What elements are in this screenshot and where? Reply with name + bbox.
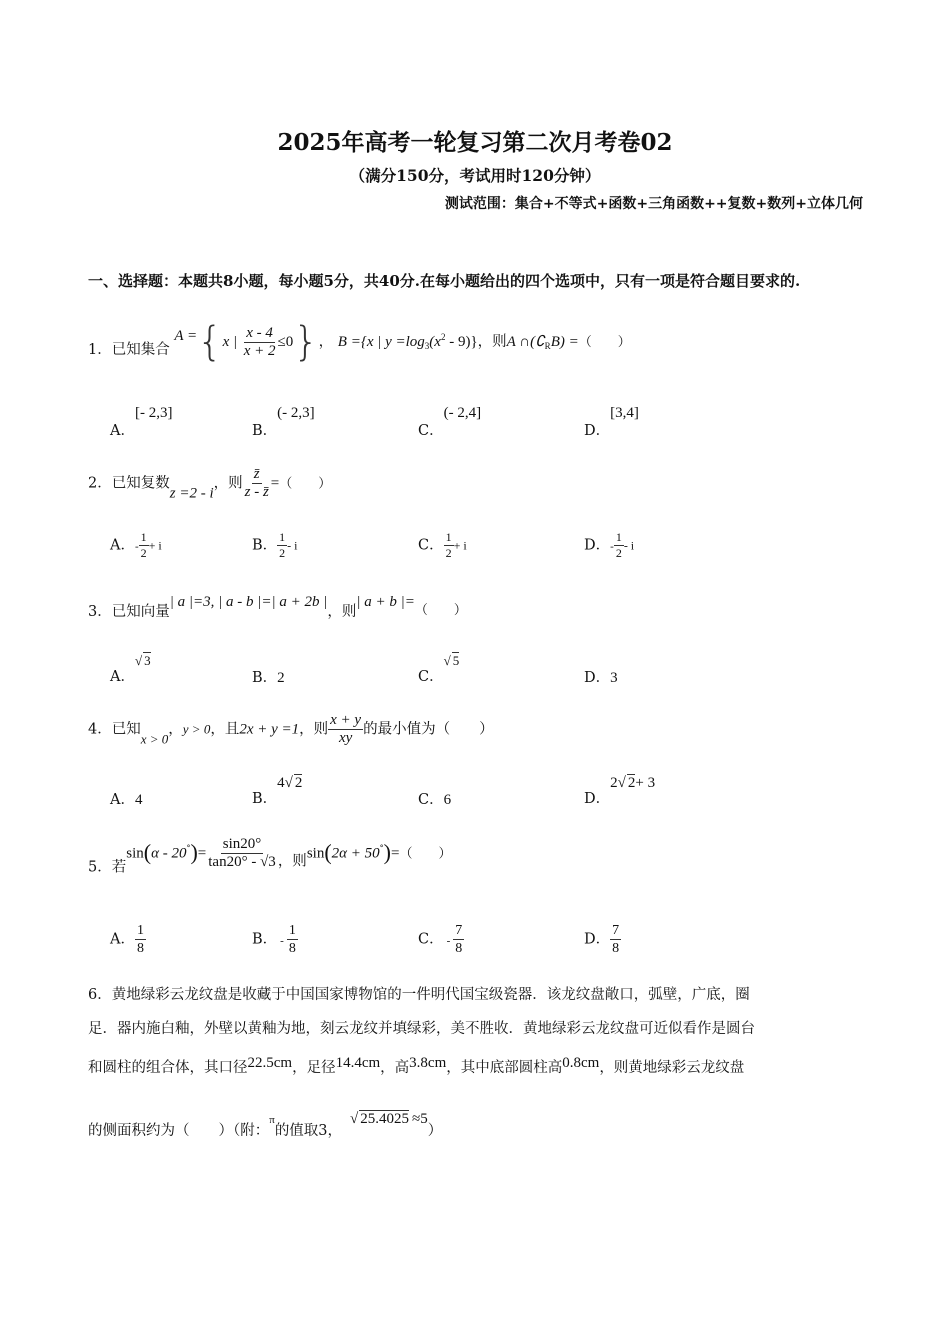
exam-title: 2025年高考一轮复习第二次月考卷02 [277,129,673,156]
question-text: ，则黄地绿彩云龙纹盘 [599,1060,745,1076]
equals-sign: = [390,845,400,862]
coefficient: 2 [610,775,618,791]
question-5-option-a[interactable] [110,922,146,957]
radicand: 2 [627,775,636,791]
radicand: 2 [294,775,303,791]
question-text: 的值取3， [274,1123,343,1139]
question-2-option-d[interactable] [584,530,634,561]
option-fraction: $\frac{1}{8}$ [136,923,144,956]
option-label: C． [418,792,444,808]
option-value: 6 [443,792,452,808]
target-fraction: $\frac{x + y}{xy}$ [330,712,362,746]
approx-value: ≈5 [412,1111,428,1127]
question-2-option-a[interactable] [110,530,162,561]
option-sign: - [610,540,614,553]
sqrt-icon: √ [134,653,143,668]
target-fraction: $\frac{z̄}{z - z̄}$ [244,466,269,500]
set-b-definition: B ={x | y =log [337,334,425,350]
question-4-option-d[interactable] [584,774,655,808]
option-value: 3 [610,670,618,686]
question-5-option-b[interactable] [252,922,298,957]
option-label: B． [252,931,278,948]
option-fraction: $\frac{1}{2}$ [445,530,452,560]
question-4-option-b[interactable] [252,774,302,808]
condition-sum: 2x + y =1 [239,721,300,738]
question-text: 已知向量 [111,604,170,620]
question-1-option-d[interactable] [584,405,639,440]
separator: ，则 [277,853,307,870]
separator: ，则 [477,334,507,350]
vector-condition: | a |=3, | a - b |=| a + 2b | [169,594,328,610]
question-text: 已知复数 [111,475,170,492]
question-number: 2． [88,475,112,492]
option-label: A． [110,931,135,948]
paren-close: ) [190,839,198,865]
degree-icon: ° [379,843,384,853]
question-6-line-2: 足．器内施白釉，外壁以黄釉为地，刻云龙纹并填绿彩，美不胜收．黄地绿彩云龙纹盘可近似看作是圆台 [88,1021,755,1037]
question-6-line-3 [88,1046,858,1085]
option-value: (- 2,4] [443,405,482,421]
right-brace: } [293,319,319,365]
option-fraction: $\frac{7}{8}$ [455,923,463,956]
option-label: B． [252,423,278,439]
option-fraction: $\frac{1}{2}$ [279,530,286,560]
option-label: A． [110,792,135,808]
option-value: [- 2,3] [134,405,173,421]
question-text: 的侧面积约为（ ）（附： [88,1123,270,1139]
option-label: C． [418,423,444,439]
option-sign: - [446,934,451,947]
pi-symbol: π [269,1114,275,1126]
option-value: (- 2,3] [277,405,315,421]
log-argument: (x [429,334,441,350]
set-b-tail: - 9)} [445,334,478,350]
question-number: 1． [88,342,112,358]
sine-argument: 2α + 50 [331,845,380,862]
option-label: B． [252,537,278,554]
option-label: D． [584,931,611,948]
complex-definition: z =2 - i [169,485,214,502]
option-fraction: $\frac{1}{2}$ [140,530,147,560]
question-1-option-c[interactable] [418,405,481,440]
paren-open: ( [324,839,332,865]
option-tail: + 3 [635,775,656,791]
condition-y: y > 0 [182,721,211,737]
set-a-label: A = [174,328,198,344]
condition-x: x > 0 [140,731,169,747]
degree-icon: ° [186,843,191,853]
separator: ，且 [210,721,240,738]
question-text: ） [427,1123,443,1139]
section-heading: 一、选择题：本题共8小题，每小题5分，共40分.在每小题给出的四个选项中，只有一项是符合题目要求的. [88,272,801,290]
separator: ， [168,721,183,738]
option-label: B． [252,791,278,807]
question-text-suffix: 的最小值为（ ） [363,721,494,738]
question-5-option-d[interactable] [584,922,621,957]
option-label: C． [418,537,444,554]
option-label: C． [418,669,444,685]
question-2-option-b[interactable] [252,530,298,561]
question-3-option-d[interactable] [584,666,618,687]
complement-universe: R [544,341,551,351]
question-number: 6． [88,987,112,1003]
set-a-variable: x | [222,334,238,350]
option-tail: - i [287,538,298,553]
test-scope: 测试范围：集合+不等式+函数+三角函数++复数+数列+立体几何 [444,196,863,212]
option-label: D． [584,670,611,686]
separator: ，则 [299,721,329,738]
separator: ， [318,334,334,350]
coefficient: 4 [277,775,285,791]
sine-argument: α - 20 [151,845,187,862]
question-2-option-c[interactable] [418,530,467,561]
question-1-option-a[interactable] [110,405,172,440]
question-3-stem [88,594,467,621]
exam-subtitle: （满分150分，考试用时120分钟） [349,166,601,185]
sqrt-icon: √ [284,775,293,791]
sqrt-icon: √ [443,653,451,668]
option-fraction: $\frac{1}{2}$ [615,530,622,560]
question-3-option-a[interactable] [110,652,151,686]
sine-function: sin [126,845,144,862]
equals-sign: = [197,845,207,862]
sqrt-icon: √ [350,1111,359,1127]
question-2-stem [88,466,331,503]
question-text: 黄地绿彩云龙纹盘是收藏于中国国家博物馆的一件明代国宝级瓷器．该龙纹盘敞口，弧壁，广底，圈 [111,987,750,1003]
option-label: A． [110,423,135,439]
option-label: D． [584,537,611,554]
option-label: D． [584,791,611,807]
option-tail: + i [453,538,467,553]
question-4-stem [88,712,494,748]
option-label: A． [110,537,135,554]
option-sign: - [280,934,284,947]
exponent: 2 [440,332,446,342]
paren-close: ) [383,839,391,865]
target-expression-tail: B) = [550,334,579,350]
height-value: 3.8cm [409,1055,447,1071]
separator: ，则 [327,604,357,620]
option-tail: + i [148,538,162,553]
option-value: 2 [277,670,285,686]
question-5-option-c[interactable] [418,922,464,957]
set-a-relation: ≤0 [277,334,294,350]
question-6-stem [88,978,858,1085]
paren-open: ( [143,839,152,865]
question-text: ，足径 [292,1060,336,1076]
sine-function: sin [306,845,325,862]
question-text: 已知 [111,721,141,738]
cylinder-height-value: 0.8cm [562,1055,600,1071]
option-label: A． [110,669,135,685]
set-a-fraction: $\frac{x - 4}{x + 2}$ [243,324,276,359]
answer-blank: （ ） [399,846,452,862]
question-text: 若 [111,859,127,876]
question-4-option-c[interactable] [418,788,451,809]
answer-blank: （ ） [414,603,467,618]
radicand: 5 [452,653,460,668]
question-5-stem [88,836,451,877]
foot-diameter-value: 14.4cm [335,1055,381,1071]
equals-sign: = [270,475,280,492]
question-text: 已知集合 [111,342,170,358]
question-text: ，其中底部圆柱高 [446,1060,563,1076]
option-label: C． [418,931,444,948]
question-number: 3． [88,604,112,620]
answer-blank: （ ） [279,476,332,492]
answer-blank: （ ） [578,335,631,350]
option-label: B． [252,670,278,686]
question-text: ，高 [380,1060,410,1076]
question-number: 4． [88,721,112,738]
option-value: [3,4] [610,405,639,421]
question-6-line-1 [88,978,858,1012]
sqrt-icon: √ [617,775,626,791]
question-number: 5． [88,859,112,876]
rhs-fraction: $\frac{\sin 20^\circ}{\tan 20^\circ - √3}$ [208,836,276,870]
option-fraction: $\frac{7}{8}$ [612,923,620,956]
log-base: 3 [424,341,430,351]
question-1-stem [88,319,631,365]
option-fraction: $\frac{1}{8}$ [288,923,296,956]
question-3-option-c[interactable] [418,652,459,686]
question-4-option-a[interactable] [110,788,142,809]
question-6-line-4 [88,1110,442,1140]
question-text: 和圆柱的组合体，其口径 [88,1060,248,1076]
left-brace: { [197,319,223,365]
radicand: 3 [144,653,151,668]
question-3-option-b[interactable] [252,666,285,687]
question-1-option-b[interactable] [252,405,315,440]
target-expression: | a + b |= [356,594,415,610]
target-expression: A ∩(∁ [506,334,545,350]
radicand: 25.4025 [360,1111,410,1127]
option-value: 4 [134,792,143,808]
mouth-diameter-value: 22.5cm [247,1055,293,1071]
option-sign: - [134,540,139,553]
separator: ，则 [213,475,243,492]
option-tail: - i [623,538,635,553]
option-label: D． [584,423,611,439]
